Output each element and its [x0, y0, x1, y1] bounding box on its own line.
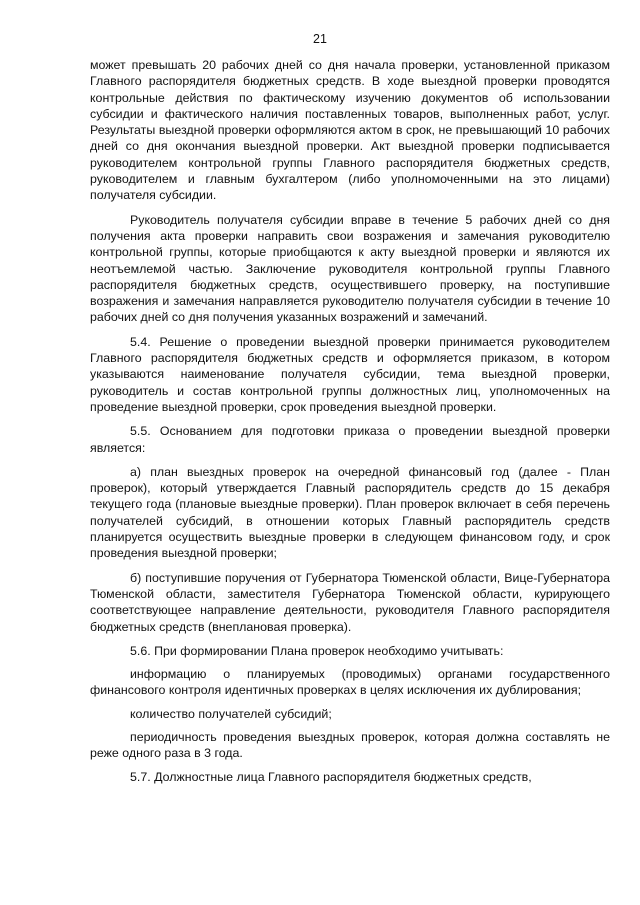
paragraph-5-6: 5.6. При формировании Плана проверок необходимо учитывать: [130, 643, 504, 658]
paragraph-5-6-count: количество получателей субсидий; [130, 706, 332, 721]
paragraph-5-4: 5.4. Решение о проведении выездной проверки принимается руководителем Главного распорядителя бюджетных средств и оформляется приказом, в котором указываются наименование получателя субсидии, тема выездной проверки, руководитель и состав контрольной группы должностных лиц, уполномоченных на проведение выездной проверки, срок проведения выездной проверки. [90, 334, 610, 414]
paragraph-5-5: 5.5. Основанием для подготовки приказа о проведении выездной проверки является: [90, 424, 610, 455]
paragraph-5-5-b: б) поступившие поручения от Губернатора Тюменской области, Вице-Губернатора Тюменской области, заместителя Губернатора Тюменской области, курирующего соответствующее направление деятельности, руководителя Главного распорядителя бюджетных средств (внеплановая проверка). [90, 570, 610, 634]
page-number: 21 [313, 32, 327, 46]
paragraph-objections: Руководитель получателя субсидии вправе в течение 5 рабочих дней со дня получения акта проверки направить свои возражения и замечания руководителю контрольной группы, которые приобщаются к акту выездной проверки и являются их неотъемлемой частью. Заключение руководителя контрольной группы Главного распорядителя бюджетных средств, осуществившего проверку, на поступившие возражения и замечания направляется руководителю получателя субсидии в течение 10 рабочих дней со дня получения указанных возражений и замечаний. [90, 212, 610, 325]
paragraph-5-5-a: а) план выездных проверок на очередной финансовый год (далее - План проверок), который утверждается Главный распорядитель средств до 15 декабря текущего года (плановые выездные проверки). План проверок включает в себя перечень получателей субсидий, в отношении которых Главный распорядитель средств планируется осуществить выездные проверки в следующем финансовом году, и срок проведения выездной проверки; [90, 464, 610, 561]
paragraph-5-6-information: информацию о планируемых (проводимых) органами государственного финансового контроля идентичных проверках в целях исключения их дублирования; [90, 667, 610, 698]
paragraph-continuation: может превышать 20 рабочих дней со дня начала проверки, установленной приказом Главного распорядителя бюджетных средств. В ходе выездной проверки проводятся контрольные действия по фактическому изучению документов об использовании субсидии и фактического наличия поставленных товаров, выполненных работ, услуг. Результаты выездной проверки оформляются актом в срок, не превышающий 10 рабочих дней со дня окончания выездной проверки. Акт выездной проверки подписывается руководителем контрольной группы Главного распорядителя бюджетных средств, руководителем и главным бухгалтером (либо уполномоченными на это лицами) получателя субсидии. [90, 58, 610, 203]
document-body [90, 57, 610, 793]
paragraph-5-7: 5.7. Должностные лица Главного распорядителя бюджетных средств, [130, 769, 532, 784]
paragraph-5-6-frequency: периодичность проведения выездных проверок, которая должна составлять не реже одного раза в 3 года. [90, 729, 610, 761]
